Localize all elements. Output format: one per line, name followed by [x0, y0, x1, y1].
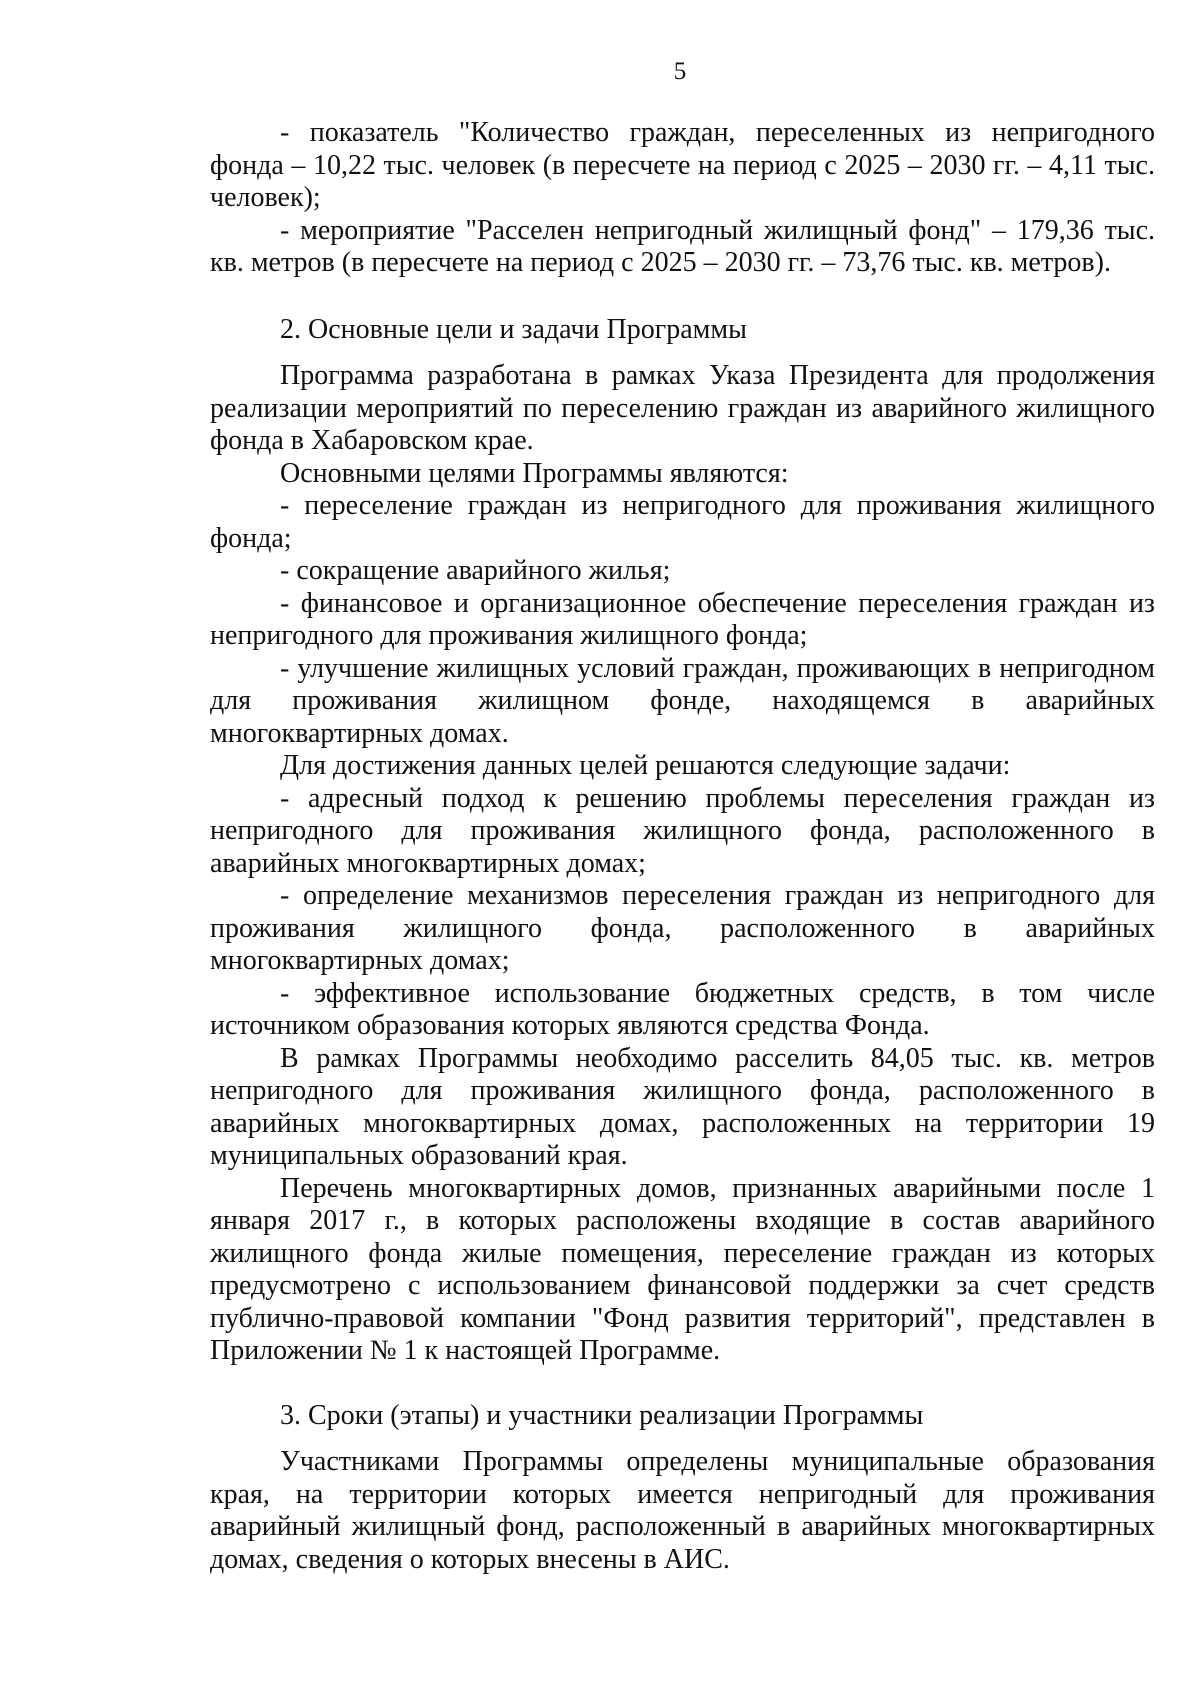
document-body — [210, 117, 1155, 1576]
section-3-heading: 3. Сроки (этапы) и участники реализации Программы — [280, 1399, 924, 1431]
goal-item: - финансовое и организационное обеспечение переселения граждан из непригодного для проживания жилищного фонда; — [210, 587, 1155, 651]
section-2-paragraph: Основными целями Программы являются: — [280, 457, 789, 489]
task-item: - определение механизмов переселения граждан из непригодного для проживания жилищного фонда, расположенного в аварийных многоквартирных домах; — [210, 880, 1155, 976]
section-3-paragraph: Участниками Программы определены муниципальные образования края, на территории которых имеется непригодный для проживания аварийный жилищный фонд, расположенный в аварийных многоквартирных домах, сведения о которых внесены в АИС. — [210, 1446, 1155, 1575]
task-item: - адресный подход к решению проблемы переселения граждан из непригодного для проживания жилищного фонда, расположенного в аварийных многоквартирных домах; — [210, 782, 1155, 879]
page-number: 5 — [673, 58, 687, 85]
goal-item: - сокращение аварийного жилья; — [280, 555, 671, 586]
section-2-paragraph: Для достижения данных целей решаются следующие задачи: — [280, 750, 1011, 781]
indicator-item: - показатель "Количество граждан, переселенных из непригодного фонда – 10,22 тыс. человек (в пересчете на период с 2025 – 2030 гг. – 4,11 тыс. человек); — [210, 117, 1155, 213]
section-2-paragraph: В рамках Программы необходимо расселить 84,05 тыс. кв. метров непригодного для проживания жилищного фонда, расположенного в аварийных многоквартирных домах, расположенных на территории 19 муниципальных образований края. — [210, 1042, 1155, 1171]
section-2-paragraph: Перечень многоквартирных домов, признанных аварийными после 1 января 2017 г., в которых расположены входящие в состав аварийного жилищного фонда жилые помещения, переселение граждан из которых предусмотрено с использованием финансовой поддержки за счет средств публично-правовой компании "Фонд развития территорий", представлен в Приложении № 1 к настоящей Программе. — [210, 1172, 1155, 1366]
measure-item: - мероприятие "Расселен непригодный жилищный фонд" – 179,36 тыс. кв. метров (в пересчете на период с 2025 – 2030 гг. – 73,76 тыс. кв. метров). — [210, 214, 1155, 278]
section-2-paragraph: Программа разработана в рамках Указа Президента для продолжения реализации мероприятий по переселению граждан из аварийного жилищного фонда в Хабаровском крае. — [210, 360, 1155, 456]
goal-item: - улучшение жилищных условий граждан, проживающих в непригодном для проживания жилищном фонде, находящемся в аварийных многоквартирных домах. — [210, 652, 1155, 749]
task-item: - эффективное использование бюджетных средств, в том числе источником образования которых являются средства Фонда. — [210, 977, 1155, 1041]
goal-item: - переселение граждан из непригодного для проживания жилищного фонда; — [210, 490, 1155, 554]
section-2-heading: 2. Основные цели и задачи Программы — [280, 313, 747, 345]
